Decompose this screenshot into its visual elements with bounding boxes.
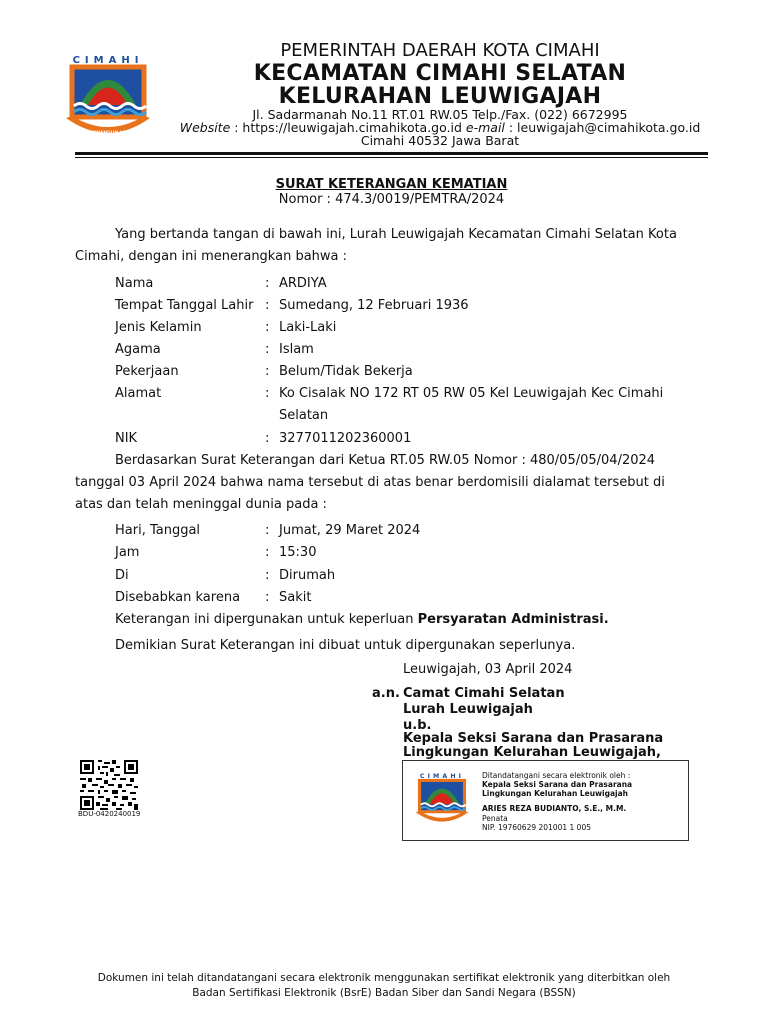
email-label: e-mail	[465, 120, 505, 135]
signature-an: a.n.	[372, 686, 400, 701]
colon: :	[265, 386, 270, 401]
header-city: Cimahi 40532 Jawa Barat	[360, 133, 520, 148]
purpose-prefix: Keterangan ini dipergunakan untuk keperluan	[115, 612, 418, 627]
person-label: Pekerjaan	[115, 364, 179, 379]
colon: :	[265, 364, 270, 379]
death-label: Disebabkan karena	[115, 590, 241, 605]
logo-motto: SALUYU NGAWANGUN JATI MANDIRI	[62, 131, 154, 136]
person-value: Ko Cisalak NO 172 RT 05 RW 05 Kel Leuwigajah Kec Cimahi	[279, 386, 664, 401]
logo-text: CIMAHI	[72, 55, 144, 66]
document-number: Nomor : 474.3/0019/PEMTRA/2024	[278, 192, 505, 207]
person-label: Agama	[115, 342, 161, 357]
closing-line: Demikian Surat Keterangan ini dibuat untuk dipergunakan seperlunya.	[115, 638, 576, 653]
stamp-position-1: Kepala Seksi Sarana dan Prasarana	[482, 780, 633, 789]
website-label: Website	[179, 120, 231, 135]
colon: :	[265, 568, 270, 583]
colon: :	[265, 431, 270, 446]
stamp-rank: Penata	[482, 814, 508, 823]
header-divider-thin	[75, 157, 708, 158]
person-value: 3277011202360001	[279, 431, 412, 446]
stamp-position-2: Lingkungan Kelurahan Leuwigajah	[482, 789, 628, 798]
basis-line-2: tanggal 03 April 2024 bahwa nama tersebut di atas benar berdomisili dialamat tersebut di	[75, 475, 665, 490]
colon: :	[265, 523, 270, 538]
email-value[interactable]: : leuwigajah@cimahikota.go.id	[504, 120, 701, 135]
website-value[interactable]: : https://leuwigajah.cimahikota.go.id	[230, 120, 466, 135]
purpose-bold: Persyaratan Administrasi.	[417, 612, 609, 627]
colon: :	[265, 342, 270, 357]
stamp-name: ARIES REZA BUDIANTO, S.E., M.M.	[482, 804, 627, 813]
signature-line-4: Kepala Seksi Sarana dan Prasarana	[403, 731, 664, 746]
document-title: SURAT KETERANGAN KEMATIAN	[275, 177, 508, 192]
purpose-line	[115, 609, 695, 631]
header-divider	[75, 152, 708, 155]
colon: :	[265, 590, 270, 605]
qr-code-icon[interactable]	[80, 760, 138, 810]
person-label: Tempat Tanggal Lahir	[115, 298, 254, 313]
person-label: Alamat	[115, 386, 162, 401]
stamp-logo-icon	[407, 765, 477, 837]
cimahi-city-logo	[52, 50, 164, 150]
header-address: Jl. Sadarmanah No.11 RT.01 RW.05 Telp./Fax. (022) 6672995	[252, 107, 628, 122]
footer-line-2: Badan Sertifikasi Elektronik (BsrE) Badan Siber dan Sandi Negara (BSSN)	[192, 987, 576, 999]
person-value-cont: Selatan	[279, 408, 329, 423]
death-label: Jam	[115, 545, 140, 560]
signature-line-1: Camat Cimahi Selatan	[403, 686, 565, 701]
basis-line-1: Berdasarkan Surat Keterangan dari Ketua RT.05 RW.05 Nomor : 480/05/05/04/2024	[115, 453, 656, 468]
header-village: KELURAHAN LEUWIGAJAH	[278, 84, 602, 109]
stamp-logo-text: CIMAHI	[419, 772, 465, 780]
signature-line-2: Lurah Leuwigajah	[403, 702, 533, 717]
basis-line-3: atas dan telah meninggal dunia pada :	[75, 497, 327, 512]
death-value: Dirumah	[279, 568, 336, 583]
death-value: Sakit	[279, 590, 312, 605]
header-government: PEMERINTAH DAERAH KOTA CIMAHI	[280, 40, 600, 61]
stamp-signed-by: Ditandatangani secara elektronik oleh :	[482, 771, 631, 780]
person-label: Nama	[115, 276, 154, 291]
place-date: Leuwigajah, 03 April 2024	[403, 662, 573, 677]
colon: :	[265, 320, 270, 335]
death-value: Jumat, 29 Maret 2024	[279, 523, 421, 538]
electronic-signature-stamp	[402, 760, 689, 841]
person-value: Sumedang, 12 Februari 1936	[279, 298, 469, 313]
death-label: Di	[115, 568, 129, 583]
colon: :	[265, 545, 270, 560]
intro-line-2: Cimahi, dengan ini menerangkan bahwa :	[75, 249, 348, 264]
death-value: 15:30	[279, 545, 317, 560]
death-label: Hari, Tanggal	[115, 523, 201, 538]
signature-line-5: Lingkungan Kelurahan Leuwigajah,	[403, 745, 662, 760]
person-label: Jenis Kelamin	[115, 320, 202, 335]
header-district: KECAMATAN CIMAHI SELATAN	[253, 61, 627, 86]
person-value: Belum/Tidak Bekerja	[279, 364, 413, 379]
person-value: Islam	[279, 342, 314, 357]
stamp-nip: NIP. 19760629 201001 1 005	[482, 823, 591, 832]
signature-line-3: u.b.	[403, 718, 432, 733]
person-value: Laki-Laki	[279, 320, 337, 335]
colon: :	[265, 276, 270, 291]
colon: :	[265, 298, 270, 313]
person-value: ARDIYA	[279, 276, 327, 291]
footer-line-1: Dokumen ini telah ditandatangani secara elektronik menggunakan sertifikat elektronik yang diterbitkan oleh	[97, 972, 671, 984]
qr-code-id: BDU-0420240019	[78, 810, 141, 818]
person-label: NIK	[115, 431, 138, 446]
intro-line-1: Yang bertanda tangan di bawah ini, Lurah Leuwigajah Kecamatan Cimahi Selatan Kota	[115, 227, 677, 242]
